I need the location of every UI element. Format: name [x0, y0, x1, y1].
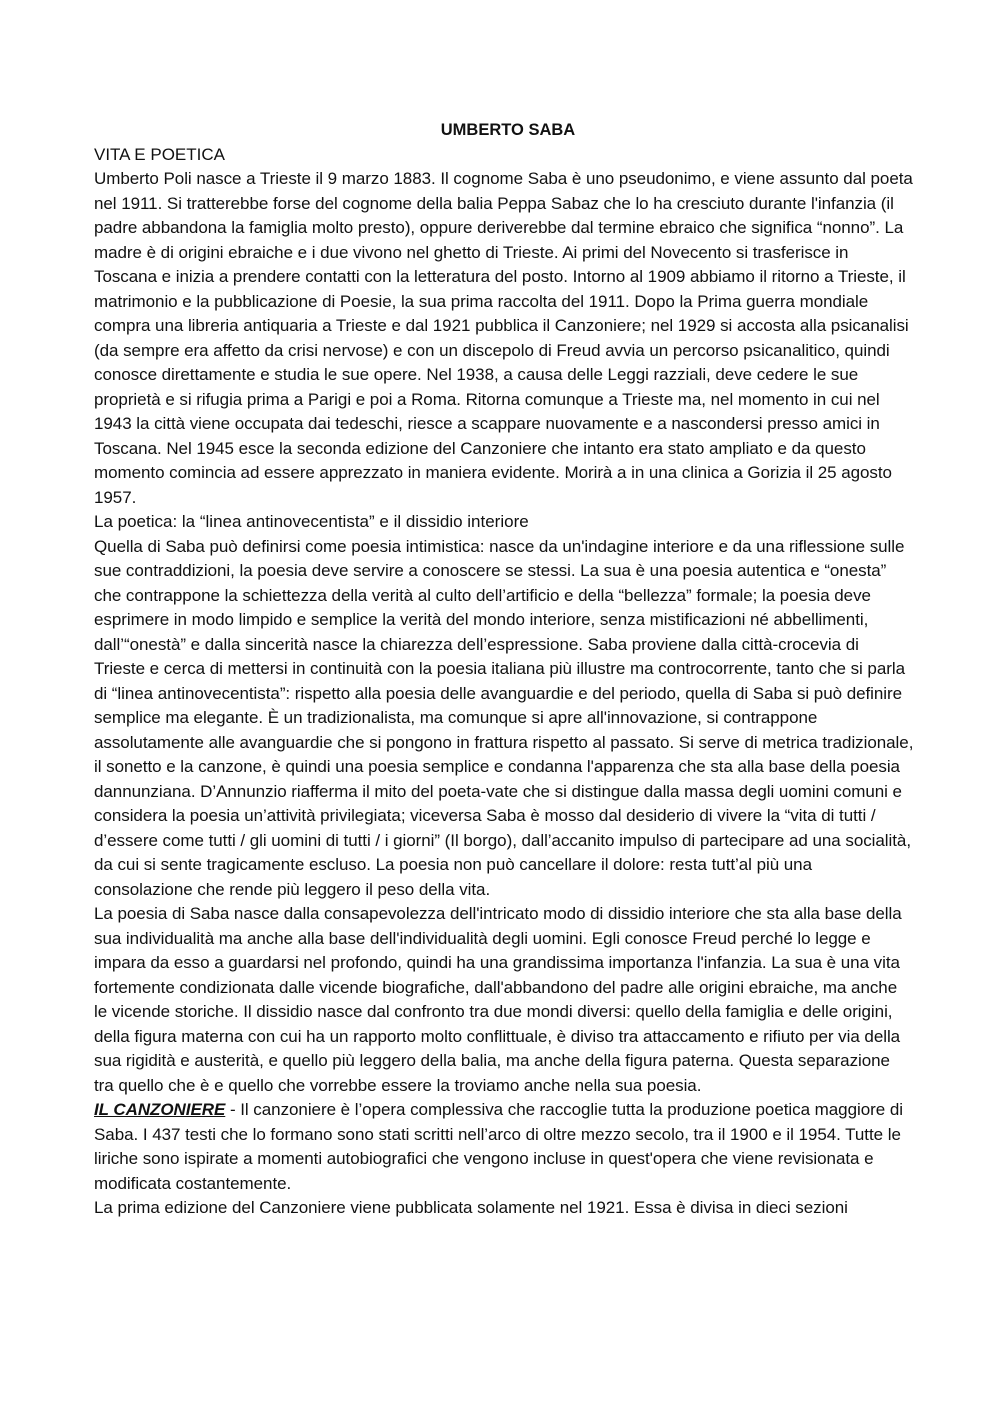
document-page	[94, 118, 914, 1221]
canzoniere-text: - Il canzoniere è l’opera complessiva che raccoglie tutta la produzione poetica maggiore di Saba. I 437 testi che lo formano sono stati scritti nell’arco di oltre mezzo secolo, tra il 1900 e il 1954. Tutte le liriche sono ispirate a momenti autobiografici che vengono incluse in quest'opera che viene revisionata e modificata costantemente.	[94, 1100, 903, 1193]
canzoniere-heading: IL CANZONIERE	[94, 1100, 226, 1119]
document-title: UMBERTO SABA	[440, 121, 576, 139]
section-heading-vita: VITA E POETICA	[94, 144, 225, 164]
section-heading-poetica: La poetica: la “linea antinovecentista” e il dissidio interiore	[94, 512, 529, 531]
paragraph-canzoniere	[94, 1098, 914, 1196]
paragraph-poetica-2: La poesia di Saba nasce dalla consapevolezza dell'intricato modo di dissidio interiore che sta alla base della sua individualità ma anche alla base dell'individualità degli uomini. Egli conosce Freud perché lo legge e impara da esso a guardarsi nel profondo, quindi ha una grandissima importanza l'infanzia. La sua è una vita fortemente condizionata dalle vicende biografiche, dall'abbandono del padre alle origini ebraiche, ma anche le vicende storiche. Il dissidio nasce dal confronto tra due mondi diversi: quello della famiglia e delle origini, della figura materna con cui ha un rapporto molto conflittuale, è diviso tra attaccamento e rifiuto per via della sua rigidità e austerità, e quello più leggero della balia, ma anche della figura paterna. Questa separazione tra quello che è e quello che vorrebbe essere la troviamo anche nella sua poesia.	[94, 904, 902, 1095]
paragraph-vita: Umberto Poli nasce a Trieste il 9 marzo 1883. Il cognome Saba è uno pseudonimo, e viene assunto dal poeta nel 1911. Si tratterebbe forse del cognome della balia Peppa Sabaz che lo ha cresciuto durante l'infanzia (il padre abbandona la famiglia molto presto), oppure deriverebbe dal termine ebraico che significa “nonno”. La madre è di origini ebraiche e i due vivono nel ghetto di Trieste. Ai primi del Novecento si trasferisce in Toscana e inizia a prendere contatti con la letteratura del posto. Intorno al 1909 abbiamo il ritorno a Trieste, il matrimonio e la pubblicazione di Poesie, la sua prima raccolta del 1911. Dopo la Prima guerra mondiale compra una libreria antiquaria a Trieste e dal 1921 pubblica il Canzoniere; nel 1929 si accosta alla psicanalisi (da sempre era affetto da crisi nervose) e con un discepolo di Freud avvia un percorso psicanalitico, quindi conosce direttamente e studia le sue opere. Nel 1938, a causa delle Leggi razziali, deve cedere le sue proprietà e si rifugia prima a Parigi e poi a Roma. Ritorna comunque a Trieste ma, nel momento in cui nel 1943 la città viene occupata dai tedeschi, riesce a scappare nuovamente e a nascondersi presso amici in Toscana. Nel 1945 esce la seconda edizione del Canzoniere che intanto era stato ampliato e da questo momento comincia ad essere apprezzato in maniera evidente. Morirà a in una clinica a Gorizia il 25 agosto 1957.	[94, 169, 913, 507]
paragraph-edizione: La prima edizione del Canzoniere viene pubblicata solamente nel 1921. Essa è divisa in dieci sezioni	[94, 1198, 848, 1217]
paragraph-poetica-1: Quella di Saba può definirsi come poesia intimistica: nasce da un'indagine interiore e da una riflessione sulle sue contraddizioni, la poesia deve servire a conoscere se stessi. La sua è una poesia autentica e “onesta” che contrappone la schiettezza della verità al culto dell’artificio e della “bellezza” formale; la poesia deve esprimere in modo limpido e semplice la verità del mondo interiore, senza mistificazioni né abbellimenti, dall’“onestà” e dalla sincerità nasce la chiarezza dell’espressione. Saba proviene dalla città-crocevia di Trieste e cerca di mettersi in continuità con la poesia italiana più illustre ma controcorrente, tanto che si parla di “linea antinovecentista”: rispetto alla poesia delle avanguardie e del periodo, quella di Saba si può definire semplice ma elegante. È un tradizionalista, ma comunque si apre all'innovazione, si contrappone assolutamente alle avanguardie che si pongono in frattura rispetto al passato. Si serve di metrica tradizionale, il sonetto e la canzone, è quindi una poesia semplice e condanna l'apparenza che sta alla base della poesia dannunziana. D’Annunzio riafferma il mito del poeta-vate che si distingue dalla massa degli uomini comuni e considera la poesia un’attività privilegiata; viceversa Saba è mosso dal desiderio di vivere la “vita di tutti / d’essere come tutti / gli uomini di tutti / i giorni” (Il borgo), dall’accanito impulso di partecipare ad una socialità, da cui si sente tragicamente escluso. La poesia non può cancellare il dolore: resta tutt’al più una consolazione che rende più leggero il peso della vita.	[94, 536, 914, 899]
